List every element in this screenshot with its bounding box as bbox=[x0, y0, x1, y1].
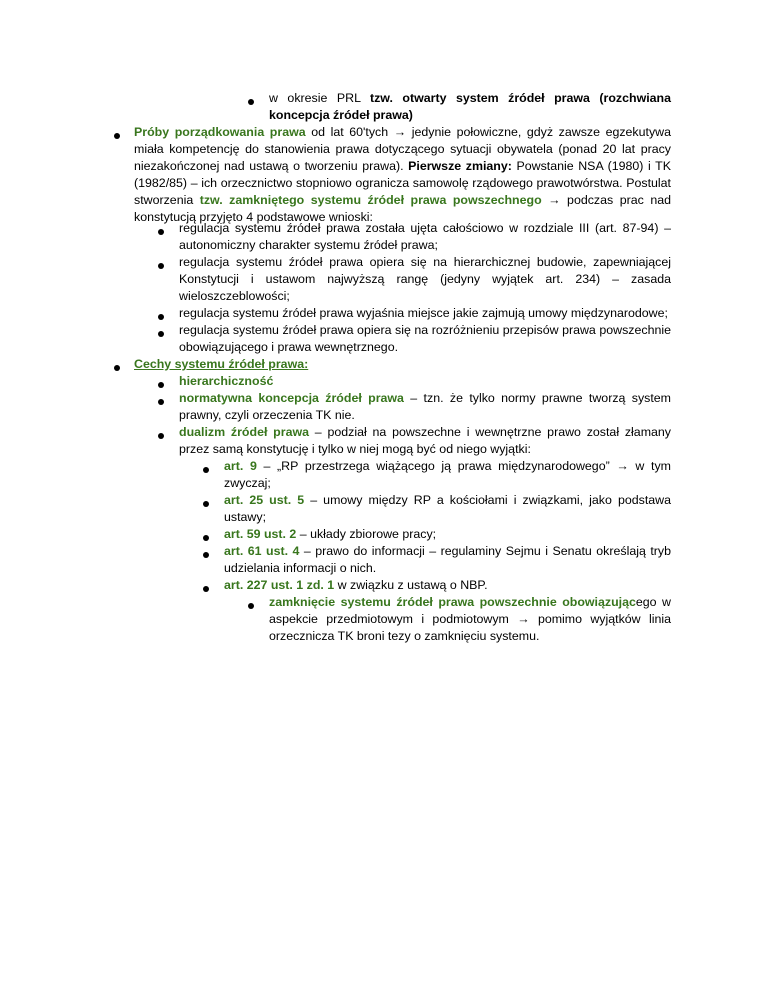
bullet-icon bbox=[203, 535, 209, 541]
list-item-wniosek-2 bbox=[179, 254, 671, 305]
item-text: ego w aspekcie przedmiotowym i podmiotowym → pomimo wyjątków linia orzecznicza TK broni tezy o zamknięciu systemu. bbox=[269, 595, 671, 643]
item-text: w okresie PRL bbox=[269, 91, 370, 105]
bullet-icon bbox=[158, 399, 164, 405]
item-text: regulacja systemu źródeł prawa opiera się na rozróżnieniu przepisów prawa powszechnie obowiązującego i prawa wewnętrznego. bbox=[179, 323, 671, 354]
item-green-text: art. 227 ust. 1 zd. 1 bbox=[224, 578, 335, 592]
bullet-icon bbox=[203, 501, 209, 507]
item-green-text: art. 61 ust. 4 bbox=[224, 544, 300, 558]
bullet-icon bbox=[158, 263, 164, 269]
section-heading: Cechy systemu źródeł prawa: bbox=[134, 357, 309, 371]
item-green-text: art. 59 ust. 2 bbox=[224, 527, 297, 541]
bullet-icon bbox=[203, 552, 209, 558]
bullet-icon bbox=[114, 133, 120, 139]
item-text: – „RP przestrzega wiążącego ją prawa międzynarodowego” → w tym zwyczaj; bbox=[224, 459, 671, 490]
list-item-hierarchicznosc bbox=[179, 373, 671, 390]
bullet-icon bbox=[248, 99, 254, 105]
item-green-text: zamknięcie systemu źródeł prawa powszechnie obowiązując bbox=[269, 595, 636, 609]
item-green-text: tzw. zamkniętego systemu źródeł prawa powszechnego bbox=[199, 193, 542, 207]
item-green-text: hierarchiczność bbox=[179, 374, 274, 388]
item-text: w związku z ustawą o NBP. bbox=[334, 578, 488, 592]
item-text: – tzn. że tylko normy prawne tworzą system prawny, czyli orzeczenia TK nie. bbox=[179, 391, 672, 422]
list-item-art-59 bbox=[224, 526, 671, 543]
list-item-art-9 bbox=[224, 458, 671, 492]
item-bold-text: tzw. otwarty system źródeł prawa (rozchwiana koncepcja źródeł prawa) bbox=[269, 91, 671, 122]
list-item-art-61 bbox=[224, 543, 671, 577]
bullet-icon bbox=[158, 433, 164, 439]
item-text: regulacja systemu źródeł prawa została ujęta całościowo w rozdziale III (art. 87-94) – autonomiczny charakter systemu źródeł prawa; bbox=[179, 221, 671, 252]
item-text: → podczas prac nad konstytucją przyjęto 4 podstawowe wnioski: bbox=[134, 193, 672, 224]
item-green-text: Próby porządkowania prawa bbox=[134, 125, 306, 139]
item-text: regulacja systemu źródeł prawa opiera się na hierarchicznej budowie, zapewniającej Konstytucji i ustawom najwyższą rangę (jedyny wyjątek art. 234) – zasada wieloszczeblowości; bbox=[179, 255, 671, 303]
list-item-normatywna bbox=[179, 390, 671, 424]
list-item-art-25 bbox=[224, 492, 671, 526]
bullet-icon bbox=[158, 382, 164, 388]
bullet-icon bbox=[158, 331, 164, 337]
item-text: Powstanie NSA (1980) i TK (1982/85) – ich orzecznictwo stopniowo ogranicza samowolę rządowego prawotwórstwa. Postulat stworzenia bbox=[134, 159, 671, 207]
bullet-icon bbox=[203, 467, 209, 473]
item-text: od lat 60'tych → jedynie połowiczne, gdyż zawsze egzekutywa miała kompetencję do stanowienia prawa dotyczącego sytuacji obywatela (ponad 20 lat pracy niezakończonej nad ustawą o tworzeniu prawa). bbox=[134, 125, 671, 173]
list-item-wniosek-4 bbox=[179, 322, 671, 356]
list-item-prl bbox=[269, 90, 671, 124]
item-text: – układy zbiorowe pracy; bbox=[296, 527, 437, 541]
bullet-icon bbox=[248, 603, 254, 609]
list-item-proby bbox=[134, 124, 671, 226]
list-item-dualizm bbox=[179, 424, 671, 458]
bullet-icon bbox=[158, 229, 164, 235]
list-item-wniosek-1 bbox=[179, 220, 671, 254]
item-text: regulacja systemu źródeł prawa wyjaśnia miejsce jakie zajmują umowy międzynarodowe; bbox=[179, 306, 668, 320]
item-text: – umowy między RP a kościołami i związkami, jako podstawa ustawy; bbox=[224, 493, 672, 524]
item-green-text: art. 25 ust. 5 bbox=[224, 493, 305, 507]
bullet-icon bbox=[203, 586, 209, 592]
item-text: – podział na powszechne i wewnętrzne prawo został złamany przez samą konstytucję i tylko w niej mogą być od niego wyjątki: bbox=[179, 425, 671, 456]
bullet-icon bbox=[114, 365, 120, 371]
list-item-cechy bbox=[134, 356, 671, 373]
item-green-text: normatywna koncepcja źródeł prawa bbox=[179, 391, 404, 405]
item-bold-text: Pierwsze zmiany: bbox=[408, 159, 512, 173]
item-text: – prawo do informacji – regulaminy Sejmu i Senatu określają tryb udzielania informacji o nich. bbox=[224, 544, 671, 575]
list-item-art-227 bbox=[224, 577, 671, 594]
list-item-wniosek-3 bbox=[179, 305, 671, 322]
item-green-text: dualizm źródeł prawa bbox=[179, 425, 309, 439]
bullet-icon bbox=[158, 314, 164, 320]
item-green-text: art. 9 bbox=[224, 459, 257, 473]
list-item-zamkniecie bbox=[269, 594, 671, 645]
